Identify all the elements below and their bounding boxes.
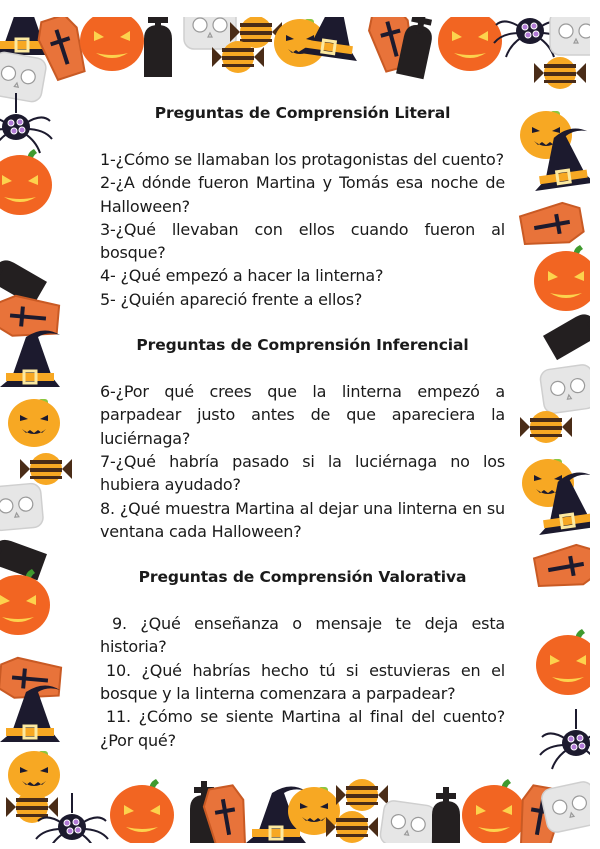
section-title: Preguntas de Comprensión Valorativa bbox=[138, 568, 467, 587]
question-2: 2-¿A dónde fueron Martina y Tomás esa noche de Halloween? bbox=[100, 173, 505, 216]
question-list bbox=[100, 612, 505, 752]
worksheet-content bbox=[100, 101, 505, 752]
section-inferencial bbox=[100, 333, 505, 543]
question-9: 9. ¿Qué enseñanza o mensaje te deja esta historia? bbox=[100, 614, 505, 657]
question-11: 11. ¿Cómo se siente Martina al final del cuento? ¿Por qué? bbox=[100, 707, 505, 750]
question-10: 10. ¿Qué habrías hecho tú si estuvieras en el bosque y la linterna comenzara a parpadear? bbox=[100, 660, 505, 704]
top-border bbox=[0, 17, 590, 103]
question-7: 7-¿Qué habría pasado si la luciérnaga no los hubiera ayudado? bbox=[100, 451, 505, 495]
section-literal bbox=[100, 101, 505, 311]
right-border bbox=[519, 111, 590, 769]
question-5: 5- ¿Quién apareció frente a ellos? bbox=[100, 289, 363, 309]
section-title: Preguntas de Comprensión Literal bbox=[154, 104, 451, 122]
left-border bbox=[0, 93, 72, 823]
question-4: 4- ¿Qué empezó a hacer la linterna? bbox=[100, 266, 384, 286]
question-1: 1-¿Cómo se llamaban los protagonistas del cuento? bbox=[100, 150, 504, 169]
question-3: 3-¿Qué llevaban con ellos cuando fueron al bosque? bbox=[100, 219, 505, 263]
section-title: Preguntas de Comprensión Inferencial bbox=[136, 336, 469, 355]
bottom-border bbox=[36, 779, 590, 843]
question-8: 8. ¿Qué muestra Martina al dejar una linterna en su ventana cada Halloween? bbox=[100, 498, 505, 541]
question-list bbox=[100, 148, 505, 311]
worksheet-page bbox=[0, 17, 590, 843]
question-6: 6-¿Por qué crees que la linterna empezó a parpadear justo antes de que apareciera la luciérnaga? bbox=[100, 382, 505, 448]
question-list bbox=[100, 380, 505, 543]
section-valorativa bbox=[100, 565, 505, 752]
